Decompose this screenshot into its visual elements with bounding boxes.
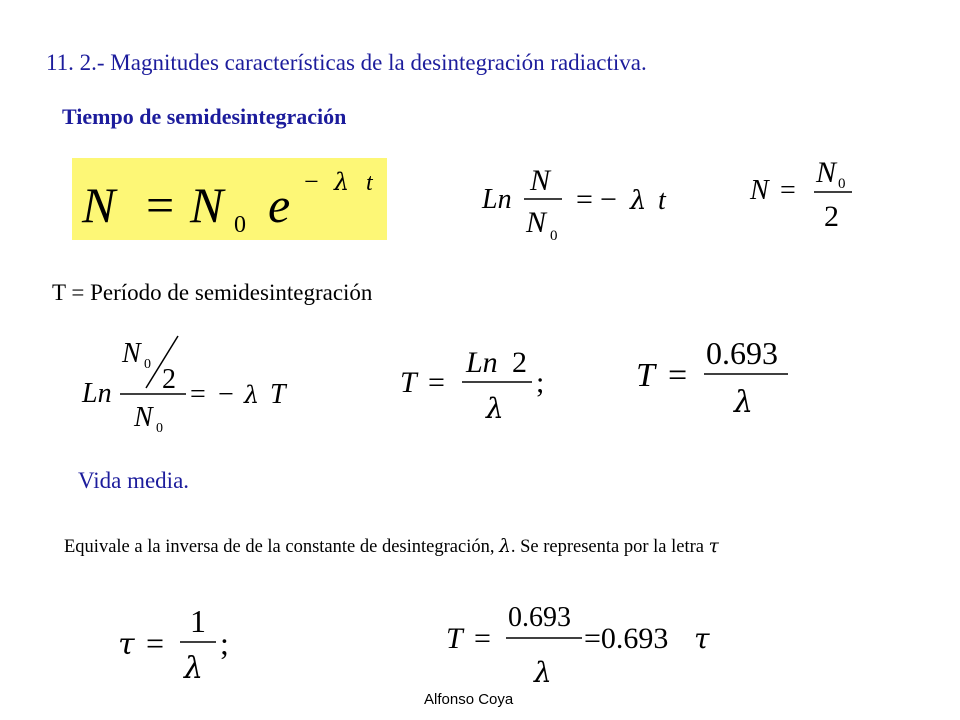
eq-inner-2: 2 bbox=[162, 364, 176, 395]
eq-symbol-equals: = bbox=[190, 379, 206, 410]
eq-symbol-equals: = bbox=[668, 357, 688, 394]
eq-denominator-lambda: λ bbox=[534, 656, 552, 689]
eq-symbol-lambda: λ bbox=[630, 186, 647, 216]
eq-numerator-ln: Ln bbox=[466, 346, 498, 379]
eq-symbol-N0: N bbox=[190, 177, 224, 233]
mean-life-text-part2: . Se representa por la letra bbox=[510, 537, 709, 557]
eq-semicolon: ; bbox=[220, 625, 229, 661]
decay-law-equation bbox=[72, 158, 392, 240]
eq-symbol-equals: = bbox=[146, 625, 165, 661]
eq-symbol-minus: − bbox=[218, 379, 234, 410]
slide-title: 11. 2.- Magnitudes características de la desintegración radiactiva. bbox=[46, 50, 647, 75]
eq-denominator-lambda: λ bbox=[486, 392, 504, 425]
eq-symbol-e: e bbox=[268, 177, 291, 233]
section-heading-mean-life: Vida media. bbox=[78, 468, 190, 493]
section-heading-half-life: Tiempo de semidesintegración bbox=[62, 104, 347, 129]
eq-symbol-T: T bbox=[400, 366, 417, 399]
eq-symbol-tau: τ bbox=[118, 627, 135, 662]
eq-exp-minus: − bbox=[304, 167, 319, 196]
eq-symbol-equals: = bbox=[576, 183, 593, 216]
eq-symbol-T: T bbox=[636, 357, 655, 394]
eq-symbol-T: T bbox=[270, 379, 286, 410]
mean-life-description bbox=[64, 536, 719, 558]
eq-numerator-N0: N bbox=[122, 338, 141, 369]
half-condition-equation bbox=[750, 154, 860, 234]
eq-exp-lambda: λ bbox=[334, 168, 350, 196]
eq-exp-t: t bbox=[366, 170, 373, 196]
half-life-value-equation bbox=[636, 334, 806, 424]
half-life-ln2-equation bbox=[400, 342, 560, 428]
eq-denominator-N0: N bbox=[134, 402, 153, 433]
eq-symbol-equals: = bbox=[428, 366, 445, 399]
eq-numerator-2: 2 bbox=[512, 346, 527, 379]
eq-symbol-tau: τ bbox=[694, 622, 710, 655]
eq-symbol-lambda: λ bbox=[244, 381, 260, 409]
period-definition: T = Período de semidesintegración bbox=[52, 280, 373, 305]
eq-symbol-N: N bbox=[82, 177, 116, 233]
eq-denominator-2: 2 bbox=[824, 200, 839, 233]
eq-numerator-value: 0.693 bbox=[706, 335, 778, 371]
eq-ln: Ln bbox=[82, 378, 112, 409]
eq-denominator-lambda: λ bbox=[734, 385, 754, 420]
eq-denominator-lambda: λ bbox=[184, 651, 204, 686]
eq-subscript-0: 0 bbox=[144, 357, 151, 372]
eq-symbol-T: T bbox=[446, 622, 463, 655]
eq-ln: Ln bbox=[482, 184, 512, 215]
eq-symbol-equals: = bbox=[146, 177, 175, 233]
eq-symbol-equals: = bbox=[474, 622, 491, 655]
log-ratio-equation bbox=[482, 160, 682, 246]
half-life-tau-equation bbox=[446, 600, 726, 689]
author-footer: Alfonso Coya bbox=[424, 691, 514, 708]
eq-numerator-1: 1 bbox=[190, 603, 206, 639]
eq-numerator-N: N bbox=[530, 164, 551, 197]
eq-value-times: =0.693 bbox=[584, 622, 669, 655]
lambda-symbol: λ bbox=[499, 536, 511, 557]
eq-symbol-N: N bbox=[750, 175, 769, 206]
eq-subscript-0: 0 bbox=[550, 228, 558, 244]
eq-semicolon: ; bbox=[536, 366, 545, 399]
eq-subscript-0: 0 bbox=[838, 176, 846, 192]
half-life-log-equation bbox=[82, 330, 302, 434]
eq-symbol-minus: − bbox=[600, 183, 617, 216]
eq-numerator-value: 0.693 bbox=[508, 602, 571, 633]
eq-numerator-N0: N bbox=[816, 156, 837, 189]
eq-subscript-0: 0 bbox=[156, 421, 163, 436]
eq-denominator-N0: N bbox=[526, 206, 547, 239]
eq-symbol-t: t bbox=[658, 185, 666, 216]
tau-symbol: τ bbox=[708, 536, 719, 557]
eq-symbol-equals: = bbox=[780, 175, 796, 206]
mean-life-text-part1: Equivale a la inversa de de la constante de desintegración, bbox=[64, 537, 500, 557]
eq-subscript-0: 0 bbox=[234, 212, 246, 238]
mean-life-equation bbox=[118, 598, 248, 688]
